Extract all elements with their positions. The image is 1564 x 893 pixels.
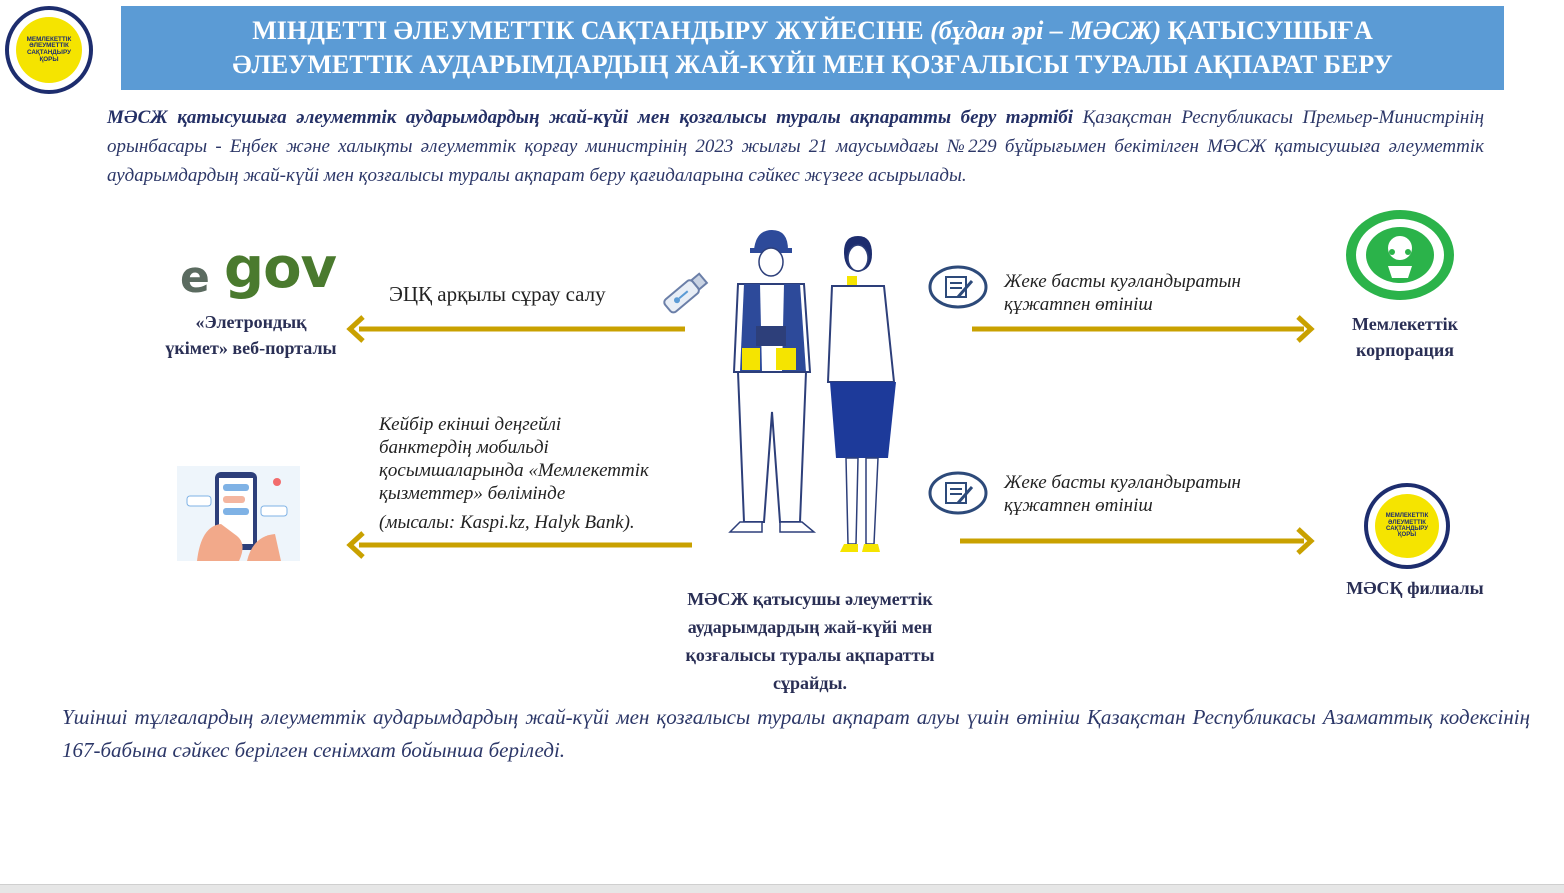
logo-text-1: МЕМЛЕКЕТТІК bbox=[26, 35, 72, 43]
egov-logo bbox=[176, 236, 337, 306]
state-corporation-logo bbox=[1344, 208, 1456, 302]
corp-arrow-text-line2: құжатпен өтініш bbox=[1004, 294, 1153, 315]
branch-logo-text-3: САҚТАНДЫРУ bbox=[1386, 526, 1428, 532]
logo-text-3: САҚТАНДЫРУ bbox=[26, 49, 71, 56]
branch-logo-text-2: ӘЛЕУМЕТТІК bbox=[1388, 519, 1426, 526]
fund-logo bbox=[5, 6, 93, 94]
egov-arrow-text: ЭЦҚ арқылы сұрау салу bbox=[389, 282, 606, 306]
intro-paragraph bbox=[107, 103, 1484, 190]
participants-illustration bbox=[716, 222, 916, 558]
branch-arrow-text-line2: құжатпен өтініш bbox=[1004, 495, 1153, 516]
branch-label: МӘСҚ филиалы bbox=[1346, 578, 1484, 598]
branch-logo-text-4: ҚОРЫ bbox=[1397, 532, 1417, 539]
branch-logo-text-1: МЕМЛЕКЕТТІК bbox=[1385, 513, 1429, 520]
center-caption-line1: МӘСЖ қатысушы әлеуметтік bbox=[687, 589, 933, 609]
branch-logo bbox=[1364, 483, 1450, 569]
header-title-italic: (бұдан әрі – МӘСЖ) bbox=[930, 16, 1162, 45]
egov-label-line1: «Элетрондық bbox=[195, 312, 307, 332]
corp-label-line1: Мемлекеттік bbox=[1351, 314, 1459, 334]
bank-text-line5: (мысалы: Kaspi.kz, Halyk Bank). bbox=[379, 512, 635, 533]
intro-rest: Қазақстан Республикасы Премьер-Министрінің орынбасары - Еңбек және халықты әлеуметтік қорғау министрінің 2023 жылғы 21 маусымдағы №229 бұйрығымен бекітілген МӘСЖ қатысушыға әлеуметтік аударымдардың жай-күйі мен қозғалысы туралы ақпарат беру қағидаларына сәйкес жүзеге асырылады. bbox=[107, 107, 1484, 186]
center-caption-line3: қозғалысы туралы ақпаратты bbox=[685, 645, 935, 665]
center-caption-line4: сұрайды. bbox=[772, 673, 848, 693]
corp-arrow-text bbox=[1004, 270, 1304, 316]
center-caption-line2: аударымдардың жай-күйі мен bbox=[687, 617, 933, 637]
bank-text-line2: банктердің мобильді bbox=[379, 437, 549, 458]
corp-label-line2: корпорация bbox=[1355, 340, 1454, 360]
application-document-icon bbox=[928, 265, 988, 309]
intro-bold: МӘСЖ қатысушыға әлеуметтік аударымдардың жай-күйі мен қозғалысы туралы ақпаратты беру тәртібі bbox=[107, 107, 1074, 128]
arrow-to-branch bbox=[960, 524, 1317, 558]
corp-arrow-text-line1: Жеке басты куәландыратын bbox=[1004, 271, 1241, 292]
header-title-line2: ӘЛЕУМЕТТІК АУДАРЫМДАРДЫҢ ЖАЙ-КҮЙІ МЕН ҚОЗҒАЛЫСЫ ТУРАЛЫ АҚПАРАТ БЕРУ bbox=[232, 50, 1393, 79]
corp-label bbox=[1320, 311, 1490, 363]
header-banner bbox=[121, 6, 1504, 90]
footer-paragraph: Үшінші тұлғалардың әлеуметтік аударымдардың жай-күйі мен қозғалысы туралы ақпарат алуы үшін өтініш Қазақстан Республикасы Азаматтық кодексінің 167-бабына сәйкес берілген сенімхат бойынша беріледі. bbox=[62, 705, 1530, 762]
header-title-part2: ҚАТЫСУШЫҒА bbox=[1161, 16, 1373, 45]
bank-text-line1: Кейбір екінші деңгейлі bbox=[379, 414, 562, 435]
egov-label-line2: үкімет» веб-порталы bbox=[165, 338, 337, 358]
arrow-to-bank bbox=[345, 528, 695, 562]
header-title-line1 bbox=[121, 14, 1504, 48]
egov-logo-e: e bbox=[180, 252, 210, 303]
bank-text bbox=[379, 413, 699, 534]
bank-text-line3: қосымшаларында «Мемлекеттік bbox=[379, 460, 649, 481]
branch-arrow-text-line1: Жеке басты куәландыратын bbox=[1004, 472, 1241, 493]
branch-arrow-text bbox=[1004, 471, 1304, 517]
application-document-icon-2 bbox=[928, 471, 988, 515]
logo-text-2: ӘЛЕУМЕТТІК bbox=[29, 42, 69, 50]
egov-logo-gov: gov bbox=[224, 236, 337, 301]
logo-text-4: ҚОРЫ bbox=[39, 55, 59, 63]
bank-text-line4: қызметтер» бөлімінде bbox=[379, 483, 566, 504]
phone-hand-illustration bbox=[177, 466, 300, 561]
header-title-part1: МІНДЕТТІ ӘЛЕУМЕТТІК САҚТАНДЫРУ ЖҮЙЕСІНЕ bbox=[252, 16, 931, 45]
center-caption bbox=[630, 585, 990, 697]
arrow-to-egov bbox=[345, 312, 690, 346]
egov-label bbox=[136, 309, 366, 361]
arrow-to-corp bbox=[972, 312, 1317, 346]
